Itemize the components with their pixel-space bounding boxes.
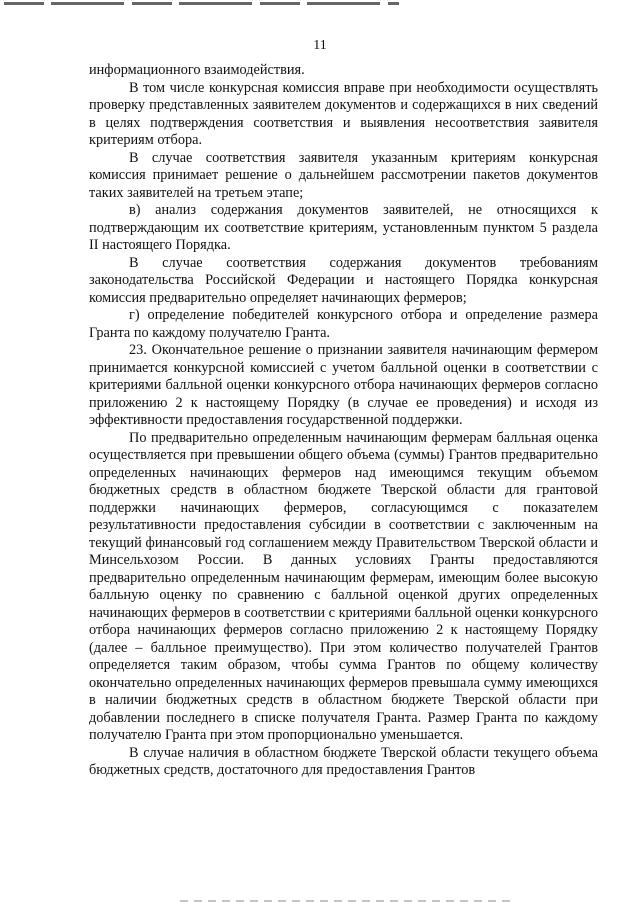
scan-bottom-edge-line [180,900,510,902]
document-body [89,62,598,780]
paragraph: в) анализ содержания документов заявителей, не относящихся к подтверждающим их соответствие критериям, установленным пунктом 5 раздела II настоящего Порядка. [89,202,598,253]
paragraph: В случае соответствия содержания документов требованиям законодательства Российской Федерации и настоящего Порядка конкурсная комиссия предварительно определяет начинающих фермеров; [89,254,598,306]
paragraph-continuation: информационного взаимодействия. [89,62,305,78]
paragraph: По предварительно определенным начинающим фермерам балльная оценка осуществляется при превышении общего объема (суммы) Грантов предварительно определенных начинающих фермеров над имеющимся текущим объемом бюджетных средств в областном бюджете Тверской области для грантовой поддержки начинающих фермеров, согласующимся с показателем результативности предоставления субсидии в соответствии с заключенным на текущий финансовый год соглашением между Правительством Тверской области и Минсельхозом России. В данных условиях Гранты предоставляются предварительно определенным начинающим фермерам, имеющим более высокую балльную оценку по сравнению с балльной оценкой других определенных начинающих фермеров в соответствии с критериями балльной оценки конкурсного отбора начинающих фермеров согласно приложению 2 к настоящему Порядку (далее – балльное преимущество). При этом количество получателей Грантов определяется таким образом, чтобы сумма Грантов по общему количеству окончательно определенных начинающих фермеров превышала сумму имеющихся в наличии бюджетных средств в областном бюджете Тверской области при добавлении последнего в списке получателя Гранта. Размер Гранта по каждому получателю Гранта при этом пропорционально уменьшается. [89,429,598,743]
scan-top-edge-line [4,2,399,5]
paragraph: В том числе конкурсная комиссия вправе при необходимости осуществлять проверку представленных заявителем документов и содержащихся в них сведений в целях подтверждения соответствия и выявления несоответствия заявителя критериям отбора. [89,79,598,148]
paragraph-item-23: 23. Окончательное решение о признании заявителя начинающим фермером принимается конкурсной комиссией с учетом балльной оценки в соответствии с критериями балльной оценки конкурсного отбора начинающих фермеров согласно приложению 2 к настоящему Порядку (в случае ее проведения) и исходя из эффективности предоставления государственной поддержки. [89,342,598,428]
paragraph: г) определение победителей конкурсного отбора и определение размера Гранта по каждому получателю Гранта. [89,307,598,341]
paragraph: В случае соответствия заявителя указанным критериям конкурсная комиссия принимает решение о дальнейшем рассмотрении пакетов документов таких заявителей на третьем этапе; [89,149,598,201]
paragraph: В случае наличия в областном бюджете Тверской области текущего объема бюджетных средств, достаточного для предоставления Грантов [89,744,598,778]
page-number: 11 [313,38,327,53]
